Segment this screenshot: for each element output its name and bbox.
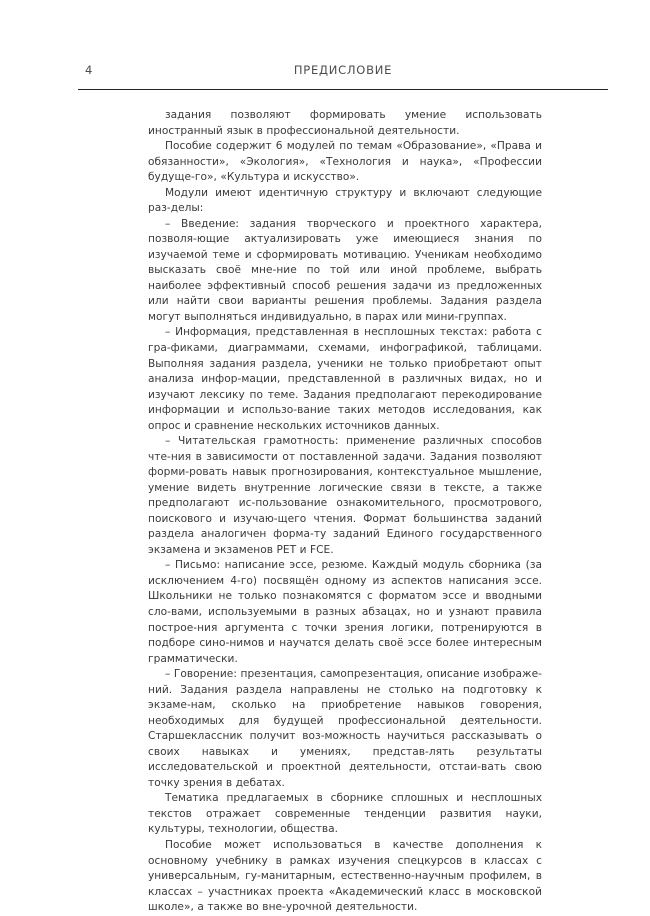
body-text-column (148, 108, 542, 916)
paragraph: Пособие содержит 6 модулей по темам «Образование», «Права и обязанности», «Экология», «Технология и наука», «Профессии будуще-го», «Культура и искусство». (148, 140, 542, 184)
paragraph: Пособие может использоваться в качестве дополнения к основному учебнику в рамках изучения спецкурсов в классах с универсальным, гу-манитарным, естественно-научным профилем, в классах – участниках проекта «Академический класс в московской школе», а также во вне-урочной деятельности. (148, 838, 542, 914)
running-head (78, 62, 608, 82)
paragraph: Тематика предлагаемых в сборнике сплошных и несплошных текстов отражает современные тенденции развития науки, культуры, технологии, общества. (148, 792, 542, 836)
paragraph-section-pismo: – Письмо: написание эссе, резюме. Каждый модуль сборника (за исключением 4-го) посвящён одному из аспектов написания эссе. Школьники не только познакомятся с форматом эссе и вводными сло-вами, используемыми в разных абзацах, но и узнают правила построе-ния аргумента с точки зрения логики, потренируются в подборе сино-нимов и научатся делать своё эссе более интересным грамматически. (148, 559, 542, 665)
paragraph: Модули имеют идентичную структуру и включают следующие раз-делы: (148, 186, 542, 215)
paragraph: задания позволяют формировать умение использовать иностранный язык в профессиональной деятельности. (148, 109, 542, 137)
paragraph-section-vvedenie: – Введение: задания творческого и проектного характера, позволя-ющие актуализировать уже имеющиеся знания по изучаемой теме и сформировать мотивацию. Ученикам необходимо высказать своё мне-ние по той или иной проблеме, выбрать наиболее эффективный способ решения задачи из предложенных или найти свои варианты решения проблемы. Задания раздела могут выполняться индивидуально, в парах или мини-группах. (148, 217, 542, 323)
page-number: 4 (85, 63, 93, 77)
header-divider (78, 89, 608, 90)
running-head-title: ПРЕДИСЛОВИЕ (293, 63, 393, 77)
paragraph-section-govorenie: – Говорение: презентация, самопрезентация, описание изображе-ний. Задания раздела направлены не столько на подготовку к экзаме-нам, сколько на приобретение навыков говорения, необходимых для будущей профессиональной деятельности. Старшеклассник получит воз-можность научиться рассказывать о своих навыках и умениях, представ-лять результаты исследовательской и проектной деятельности, отстаи-вать свою точку зрения в дебатах. (148, 668, 542, 789)
paragraph-section-chitatelskaya-gramotnost: – Читательская грамотность: применение различных способов чте-ния в зависимости от поставленной задачи. Задания позволяют форми-ровать навык прогнозирования, контекстуальное мышление, умение видеть внутренние логические связи в тексте, а также предполагают ис-пользование ознакомительного, просмотрового, поискового и изучаю-щего чтения. Формат большинства заданий раздела аналогичен форма-ту заданий Единого государственного экзамена и экзаменов PET и FCE. (148, 435, 542, 556)
paragraph-section-informaciya: – Информация, представленная в несплошных текстах: работа с гра-фиками, диаграммами, схемами, инфографикой, таблицами. Выполняя задания раздела, ученики не только приобретают опыт анализа инфор-мации, представленной в различных видах, но и изучают лексику по теме. Задания предполагают перекодирование информации и использо-вание таких методов исследования, как опрос и сравнение нескольких источников данных. (148, 326, 542, 432)
